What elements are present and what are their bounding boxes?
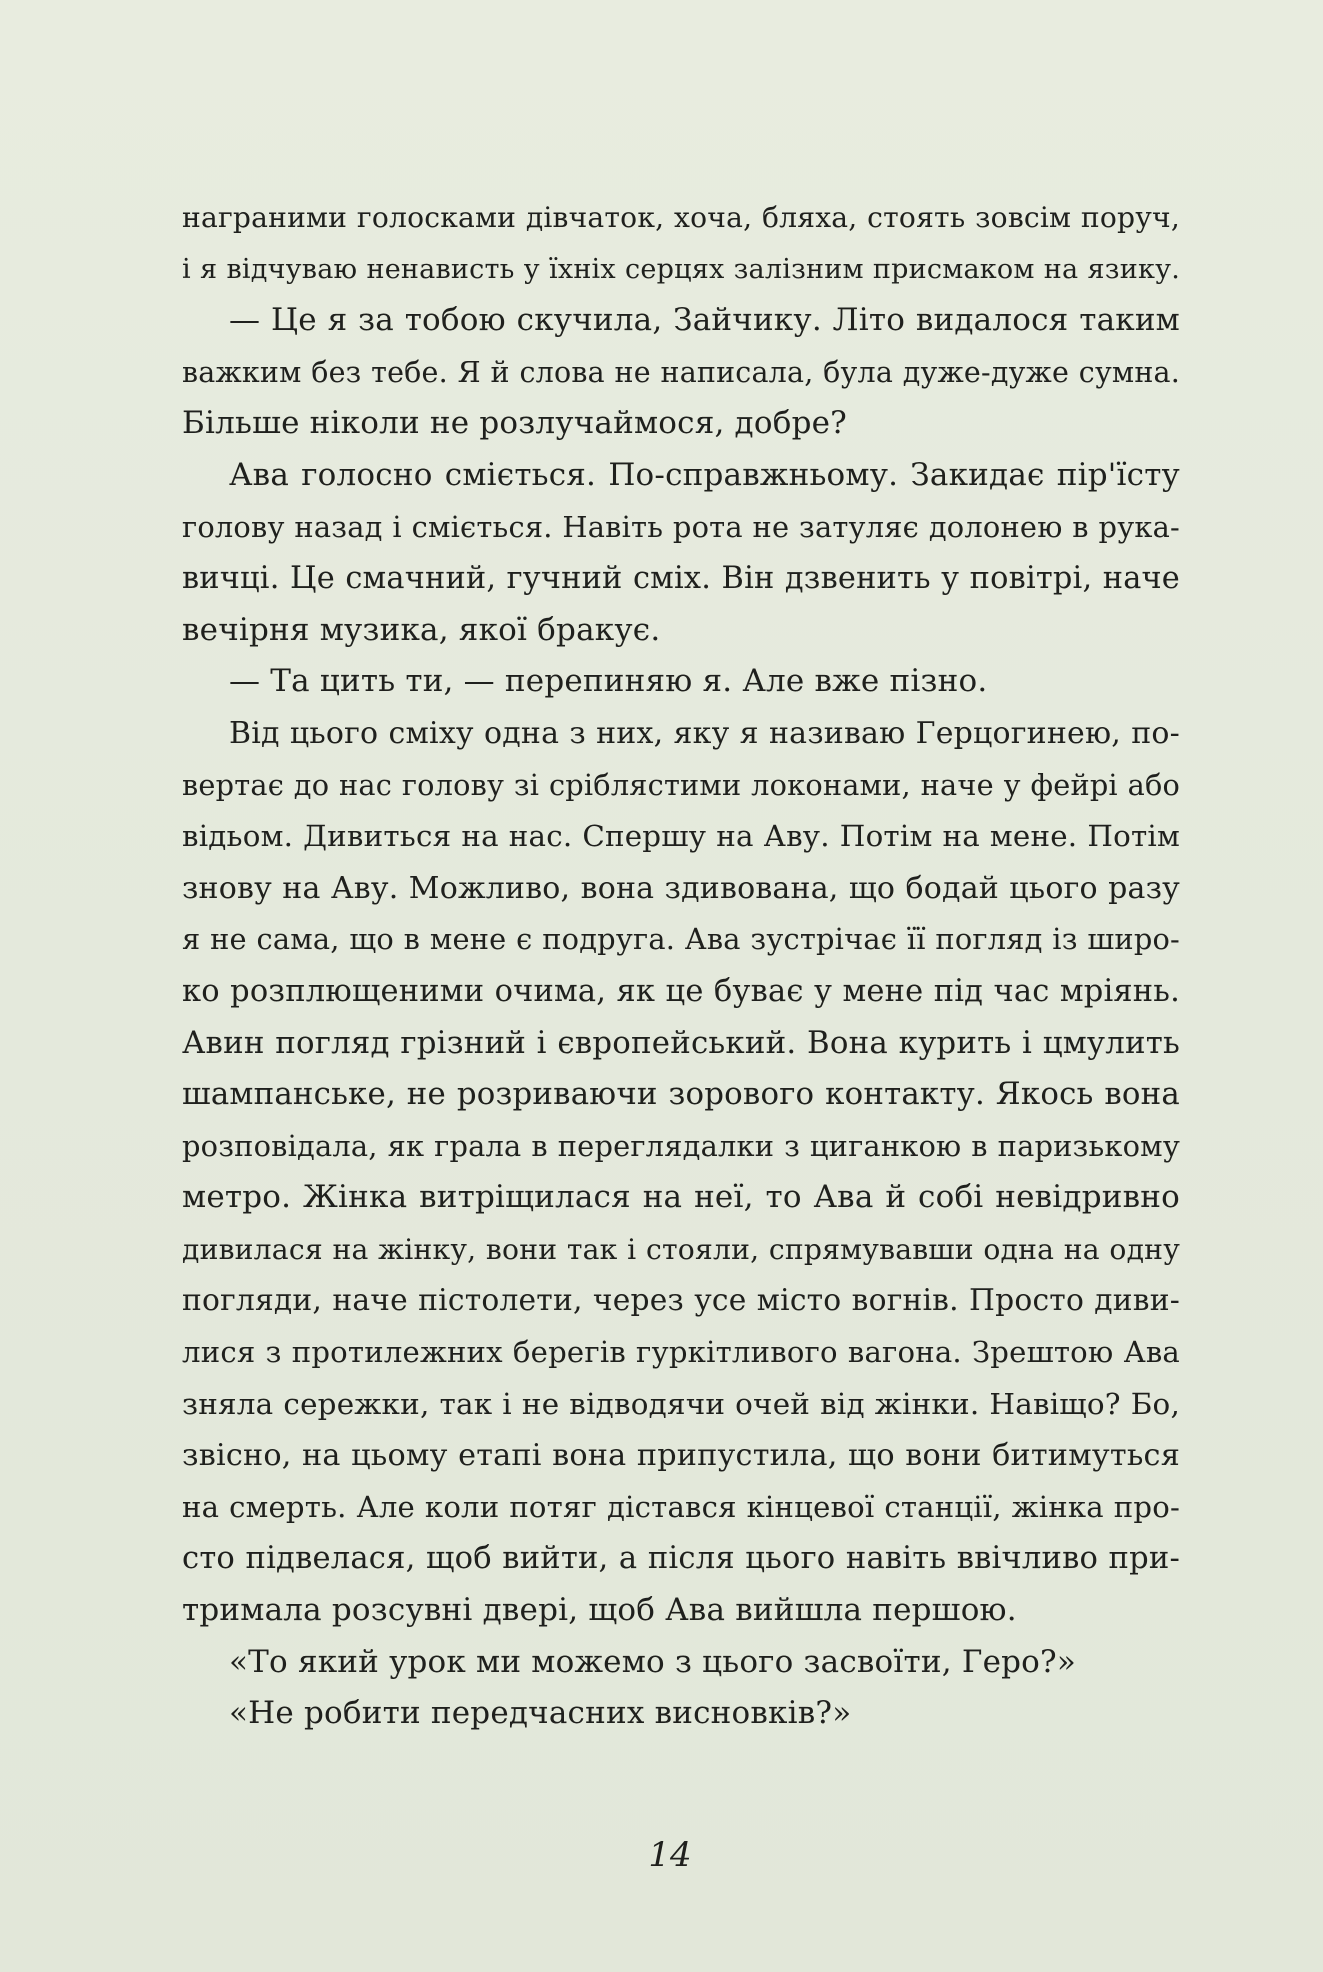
text-line: лися з протилежних берегів гуркітливого вагона. Зрештою Ава: [182, 1335, 1180, 1370]
text-line: знову на Аву. Можливо, вона здивована, що бодай цього разу: [182, 870, 1180, 906]
text-line: розповідала, як грала в переглядалки з циганкою в паризькому: [182, 1128, 1180, 1163]
text-line: Більше ніколи не розлучаймося, добре?: [182, 405, 847, 442]
text-line: я не сама, що в мене є подруга. Ава зустрічає її погляд із широ-: [182, 922, 1180, 957]
text-line: погляди, наче пістолети, через усе місто вогнів. Просто диви-: [182, 1283, 1180, 1319]
text-line: важким без тебе. Я й слова не написала, була дуже-дуже сумна.: [182, 355, 1180, 389]
body-text: [182, 192, 1180, 1740]
text-line: тримала розсувні двері, щоб Ава вийшла першою.: [182, 1592, 1017, 1629]
text-line: дивилася на жінку, вони так і стояли, спрямувавши одна на одну: [182, 1232, 1180, 1266]
text-line: ко розплющеними очима, як це буває у мене під час мріянь.: [182, 973, 1180, 1009]
text-line: — Це я за тобою скучила, Зайчику. Літо видалося таким: [229, 302, 1180, 339]
text-line: звісно, на цьому етапі вона припустила, що вони битимуться: [182, 1438, 1180, 1474]
text-line: сто підвелася, щоб вийти, а після цього навіть ввічливо при-: [182, 1541, 1180, 1577]
text-line: Від цього сміху одна з них, яку я називаю Герцогинею, по-: [229, 715, 1180, 751]
text-line: «Не робити передчасних висновків?»: [229, 1695, 852, 1732]
text-line: Авин погляд грізний і європейський. Вона курить і цмулить: [182, 1024, 1180, 1061]
page-number: 14: [648, 1835, 692, 1875]
text-line: голову назад і сміється. Навіть рота не затуляє долонею в рука-: [182, 509, 1180, 544]
text-line: награними голосками дівчаток, хоча, бляха, стоять зовсім поруч,: [182, 201, 1180, 234]
text-line: і я відчуваю ненависть у їхніх серцях залізним присмаком на язику.: [182, 253, 1180, 285]
text-line: на смерть. Але коли потяг дістався кінцевої станції, жінка про-: [182, 1489, 1180, 1524]
text-line: зняла сережки, так і не відводячи очей від жінки. Навіщо? Бо,: [182, 1386, 1180, 1421]
text-line: відьом. Дивиться на нас. Спершу на Аву. Потім на мене. Потім: [182, 819, 1180, 854]
text-line: вертає до нас голову зі сріблястими локонами, наче у фейрі або: [182, 767, 1180, 802]
text-line: вичці. Це смачний, гучний сміх. Він дзвенить у повітрі, наче: [182, 561, 1180, 597]
text-line: метро. Жінка витріщилася на неї, то Ава й собі невідривно: [182, 1179, 1180, 1216]
text-line: — Та цить ти, — перепиняю я. Але вже пізно.: [229, 663, 988, 700]
text-line: Ава голосно сміється. По-справжньому. Закидає пір'їсту: [229, 456, 1180, 493]
text-line: шампанське, не розриваючи зорового контакту. Якось вона: [182, 1076, 1180, 1113]
text-line: «То який урок ми можемо з цього засвоїти, Геро?»: [229, 1643, 1077, 1680]
text-line: вечірня музика, якої бракує.: [182, 611, 661, 648]
